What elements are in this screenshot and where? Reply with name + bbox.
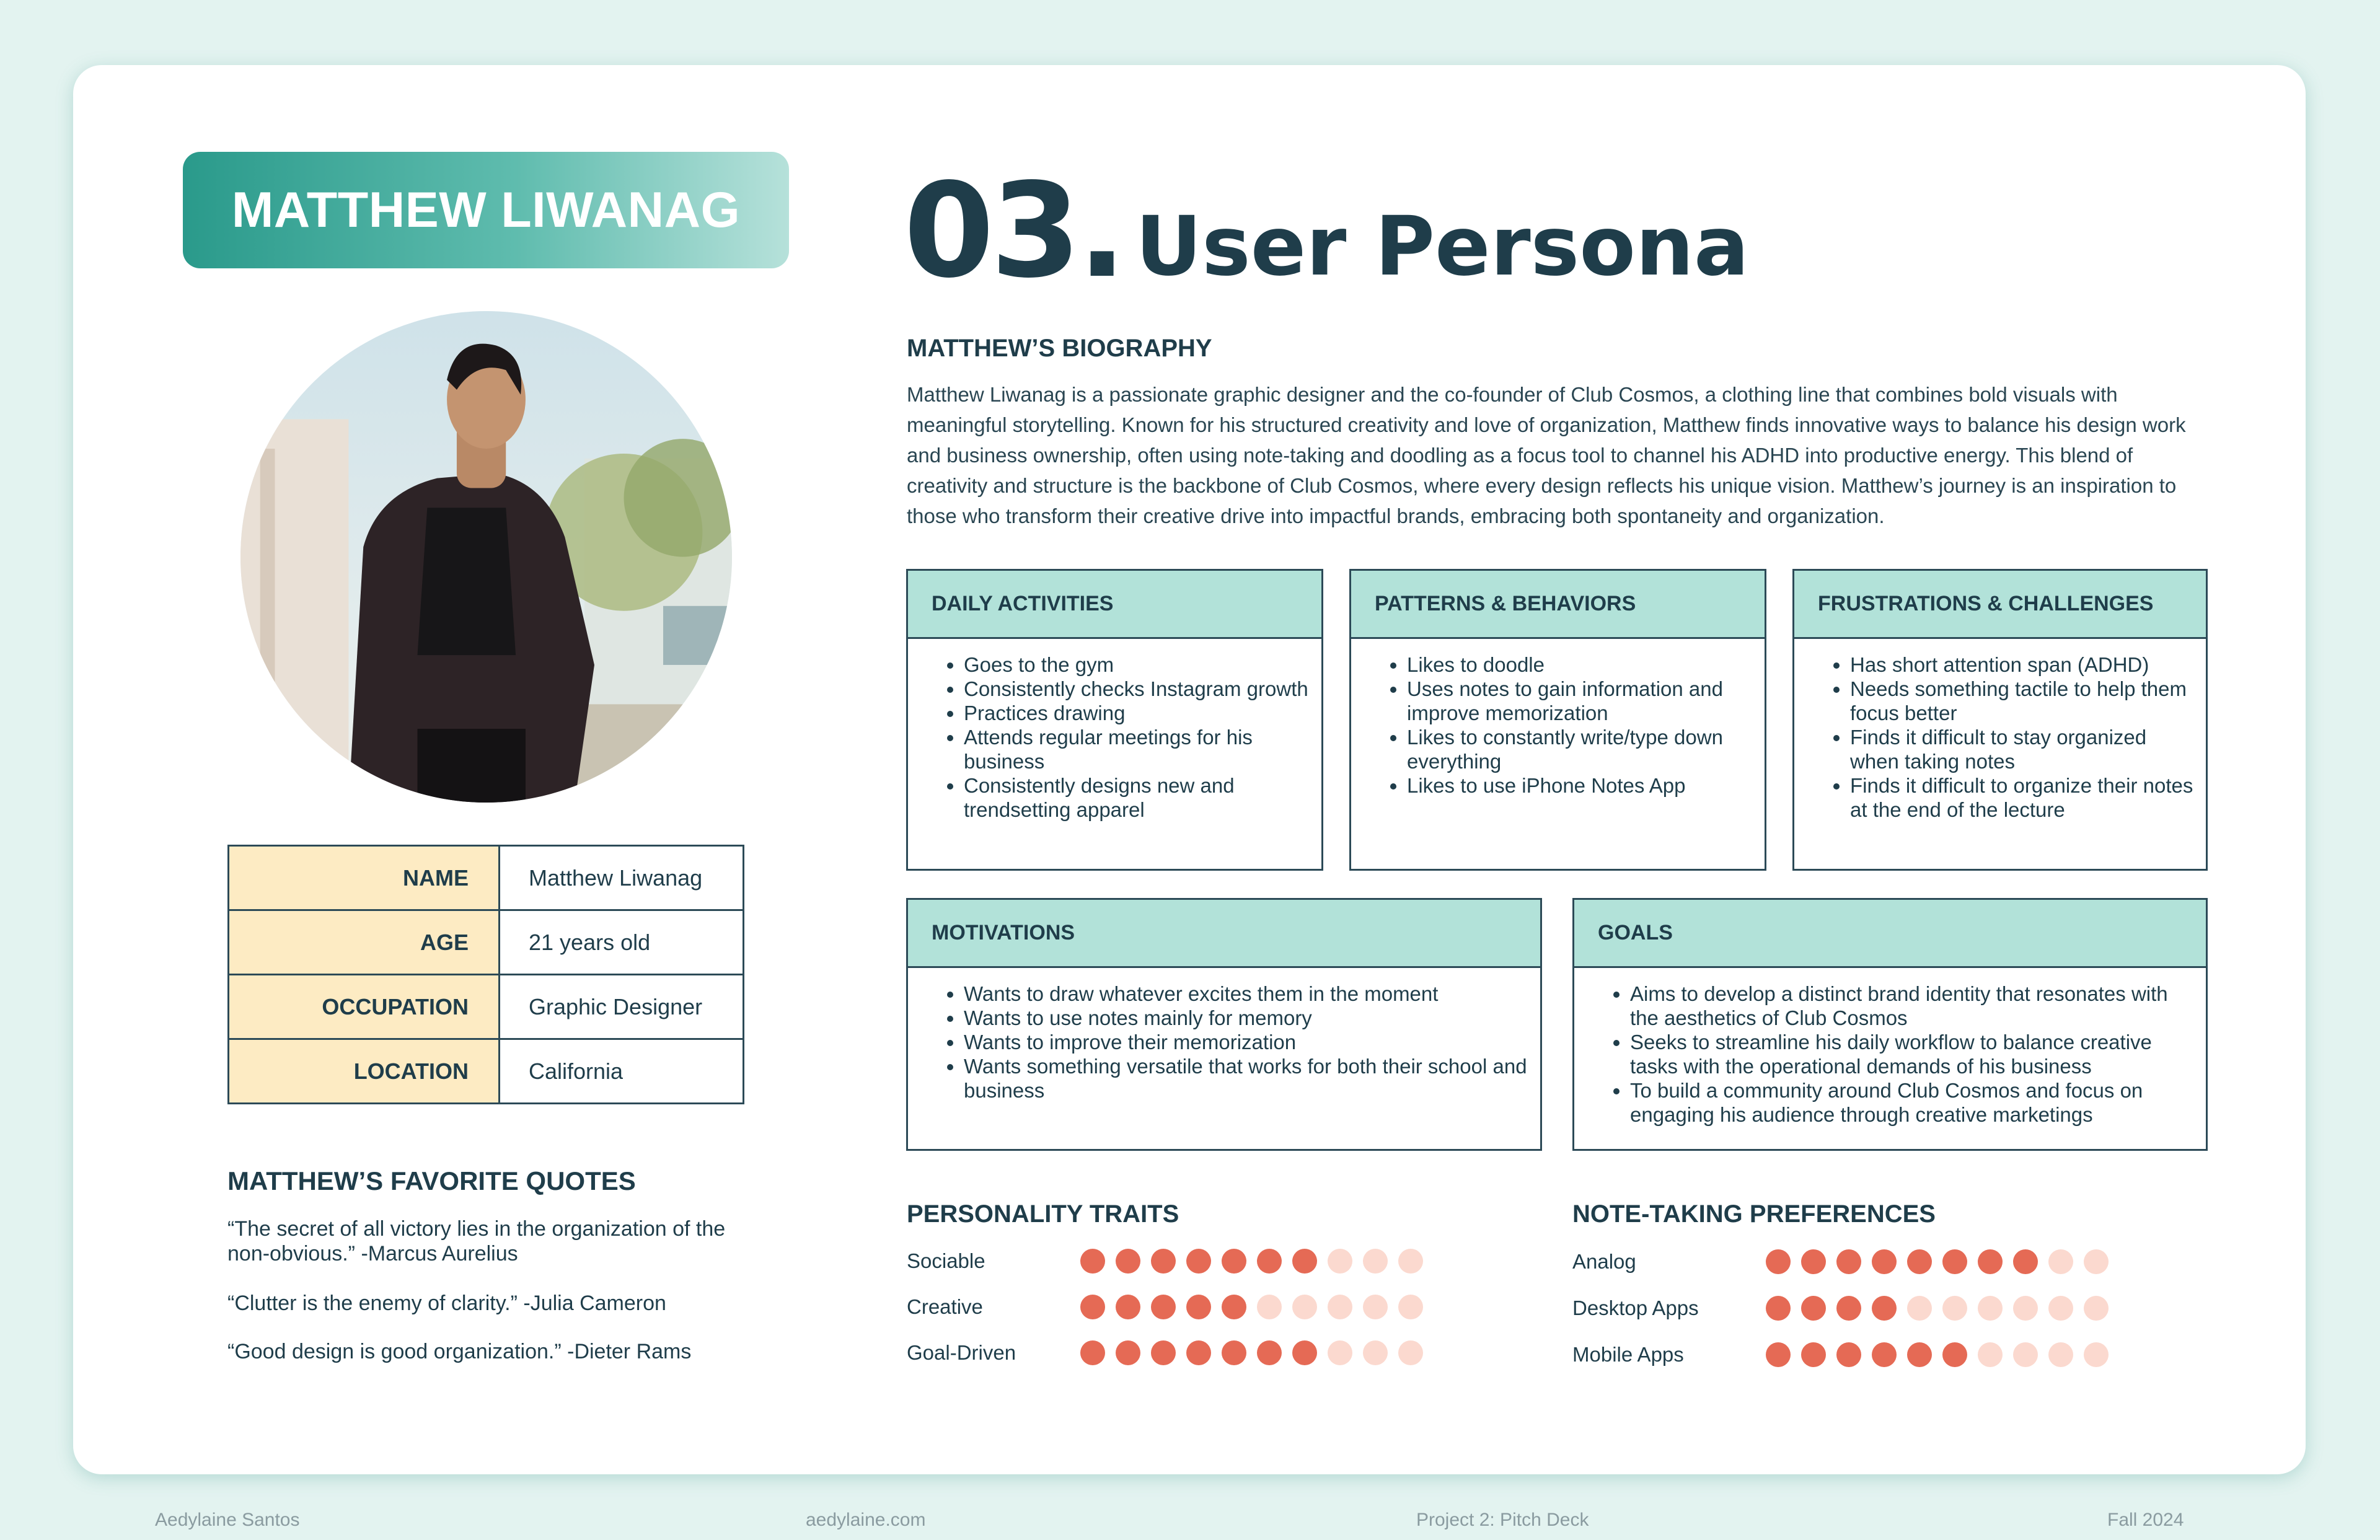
rating-dot-empty bbox=[1363, 1249, 1388, 1274]
rating-dot-empty bbox=[2084, 1296, 2109, 1321]
list-item: • Consistently checks Instagram growth bbox=[964, 677, 1309, 701]
rating-dot-empty bbox=[2013, 1296, 2038, 1321]
rating-dot-empty bbox=[1942, 1296, 1967, 1321]
rating-dots bbox=[1766, 1249, 2109, 1274]
box-header: FRUSTRATIONS & CHALLENGES bbox=[1794, 571, 2206, 639]
list-item: • Wants to improve their memorization bbox=[964, 1030, 1528, 1054]
note-taking-preferences-title: NOTE-TAKING PREFERENCES bbox=[1572, 1200, 1936, 1228]
rating-dot-empty bbox=[2084, 1342, 2109, 1367]
rating-dot-empty bbox=[1978, 1342, 2003, 1367]
rating-dot-empty bbox=[2048, 1249, 2073, 1274]
detail-value: Matthew Liwanag bbox=[500, 846, 744, 910]
quotes-title: MATTHEW’S FAVORITE QUOTES bbox=[227, 1166, 636, 1195]
rating-dot-empty bbox=[1328, 1249, 1352, 1274]
rating-dot-empty bbox=[2013, 1342, 2038, 1367]
rating-dot-filled bbox=[1151, 1340, 1176, 1365]
biography-text: Matthew Liwanag is a passionate graphic designer and the co-founder of Club Cosmos, a clothing line that combines bold visuals with meaningful storytelling. Known for his structured creativity and love of organization, Matthew finds innovative ways to balance his design work and business ownership, often using note-taking and doodling as a focus tool to channel his ADHD into productive energy. This blend of creativity and structure is the backbone of Club Cosmos, where every design reflects his unique vision. Matthew’s journey is an inspiration to those who transform their creative drive into impactful brands, embracing both spontaneity and organization. bbox=[907, 383, 2186, 527]
detail-label: OCCUPATION bbox=[229, 975, 500, 1039]
rating-dot-empty bbox=[2048, 1342, 2073, 1367]
list-item: • Practices drawing bbox=[964, 701, 1309, 725]
detail-label: NAME bbox=[229, 846, 500, 910]
detail-label: LOCATION bbox=[229, 1039, 500, 1104]
rating-label: Goal-Driven bbox=[907, 1341, 1016, 1364]
rating-dot-filled bbox=[1080, 1340, 1105, 1365]
biography-title: MATTHEW’S BIOGRAPHY bbox=[907, 335, 1212, 362]
list-item: • Likes to doodle bbox=[1407, 653, 1752, 677]
goals-box bbox=[1572, 898, 2208, 1151]
rating-row bbox=[1572, 1342, 2109, 1367]
rating-dot-filled bbox=[1801, 1249, 1826, 1274]
motivations-box bbox=[906, 898, 1542, 1151]
rating-label: Creative bbox=[907, 1295, 983, 1318]
rating-dot-filled bbox=[1872, 1342, 1897, 1367]
list-item: • Finds it difficult to stay organized when taking notes bbox=[1850, 725, 2193, 773]
rating-dot-filled bbox=[1766, 1249, 1791, 1274]
rating-dot-filled bbox=[1836, 1249, 1861, 1274]
rating-dot-filled bbox=[1116, 1340, 1140, 1365]
list-item: • Wants to draw whatever excites them in the moment bbox=[964, 982, 1528, 1006]
list-item: • Goes to the gym bbox=[964, 653, 1309, 677]
rating-dot-filled bbox=[1766, 1342, 1791, 1367]
rating-dot-filled bbox=[1766, 1296, 1791, 1321]
rating-dot-filled bbox=[1836, 1296, 1861, 1321]
rating-dot-empty bbox=[2048, 1296, 2073, 1321]
table-row bbox=[229, 846, 744, 910]
rating-dots bbox=[1080, 1249, 1423, 1274]
rating-dot-filled bbox=[1801, 1296, 1826, 1321]
box-header: MOTIVATIONS bbox=[908, 900, 1540, 968]
rating-dot-filled bbox=[1872, 1296, 1897, 1321]
rating-row bbox=[907, 1340, 1423, 1365]
rating-dot-empty bbox=[1398, 1249, 1423, 1274]
personality-traits-title: PERSONALITY TRAITS bbox=[907, 1200, 1179, 1228]
footer-project: Project 2: Pitch Deck bbox=[1416, 1510, 1589, 1530]
section-number: 03. bbox=[904, 155, 1124, 307]
rating-dot-filled bbox=[1978, 1249, 2003, 1274]
rating-row bbox=[1572, 1249, 2109, 1274]
daily-activities-list bbox=[908, 639, 1321, 822]
footer-author: Aedylaine Santos bbox=[155, 1510, 300, 1530]
rating-dots bbox=[1080, 1295, 1423, 1319]
rating-dot-filled bbox=[1151, 1249, 1176, 1274]
rating-dot-filled bbox=[1942, 1342, 1967, 1367]
quote-item: “Clutter is the enemy of clarity.” -Julia Cameron bbox=[227, 1291, 666, 1315]
list-item: • Consistently designs new and trendsetting apparel bbox=[964, 773, 1309, 822]
footer-website: aedylaine.com bbox=[806, 1510, 926, 1530]
goals-list bbox=[1574, 968, 2206, 1127]
persona-details-table bbox=[227, 845, 744, 1104]
rating-label: Mobile Apps bbox=[1572, 1343, 1684, 1366]
rating-label: Sociable bbox=[907, 1249, 985, 1272]
box-header: GOALS bbox=[1574, 900, 2206, 968]
rating-dot-empty bbox=[1292, 1295, 1317, 1319]
rating-label: Desktop Apps bbox=[1572, 1296, 1699, 1319]
rating-dot-empty bbox=[1398, 1295, 1423, 1319]
box-header: DAILY ACTIVITIES bbox=[908, 571, 1321, 639]
patterns-behaviors-box bbox=[1349, 569, 1766, 871]
rating-dot-filled bbox=[1292, 1340, 1317, 1365]
detail-label: AGE bbox=[229, 910, 500, 975]
rating-dot-empty bbox=[1363, 1340, 1388, 1365]
rating-dot-filled bbox=[1222, 1249, 1246, 1274]
profile-photo bbox=[240, 311, 732, 803]
rating-dot-empty bbox=[1363, 1295, 1388, 1319]
rating-dot-empty bbox=[2084, 1249, 2109, 1274]
rating-dot-filled bbox=[1907, 1249, 1932, 1274]
rating-dot-filled bbox=[1222, 1340, 1246, 1365]
table-row bbox=[229, 1039, 744, 1104]
rating-row bbox=[907, 1295, 1423, 1319]
rating-dots bbox=[1766, 1296, 2109, 1321]
frustrations-challenges-box bbox=[1792, 569, 2208, 871]
list-item: • Finds it difficult to organize their notes at the end of the lecture bbox=[1850, 773, 2193, 822]
rating-dot-filled bbox=[1907, 1342, 1932, 1367]
rating-row bbox=[907, 1249, 1423, 1274]
rating-dots bbox=[1766, 1342, 2109, 1367]
table-row bbox=[229, 975, 744, 1039]
rating-dot-filled bbox=[1186, 1249, 1211, 1274]
rating-dot-filled bbox=[1836, 1342, 1861, 1367]
table-row bbox=[229, 910, 744, 975]
rating-dot-filled bbox=[1222, 1295, 1246, 1319]
rating-dot-empty bbox=[1257, 1295, 1282, 1319]
rating-dot-filled bbox=[1080, 1295, 1105, 1319]
rating-dot-filled bbox=[1257, 1340, 1282, 1365]
list-item: • Has short attention span (ADHD) bbox=[1850, 653, 2193, 677]
motivations-list bbox=[908, 968, 1540, 1102]
detail-value: 21 years old bbox=[500, 910, 744, 975]
rating-dot-filled bbox=[1186, 1295, 1211, 1319]
list-item: • Seeks to streamline his daily workflow to balance creative tasks with the operational demands of his business bbox=[1630, 1030, 2193, 1078]
rating-dot-empty bbox=[1328, 1295, 1352, 1319]
daily-activities-box bbox=[906, 569, 1323, 871]
rating-dot-filled bbox=[1080, 1249, 1105, 1274]
list-item: • Attends regular meetings for his business bbox=[964, 725, 1309, 773]
rating-dot-empty bbox=[1328, 1340, 1352, 1365]
rating-dot-empty bbox=[1978, 1296, 2003, 1321]
rating-label: Analog bbox=[1572, 1250, 1636, 1273]
name-banner: MATTHEW LIWANAG bbox=[183, 152, 789, 268]
box-header: PATTERNS & BEHAVIORS bbox=[1351, 571, 1765, 639]
frustrations-list bbox=[1794, 639, 2206, 822]
rating-dot-filled bbox=[1292, 1249, 1317, 1274]
detail-value: Graphic Designer bbox=[500, 975, 744, 1039]
list-item: • Wants to use notes mainly for memory bbox=[964, 1006, 1528, 1030]
list-item: • Wants something versatile that works for both their school and business bbox=[964, 1054, 1528, 1102]
list-item: • Aims to develop a distinct brand identity that resonates with the aesthetics of Club Cosmos bbox=[1630, 982, 2193, 1030]
list-item: • Likes to constantly write/type down everything bbox=[1407, 725, 1752, 773]
rating-dot-filled bbox=[1942, 1249, 1967, 1274]
rating-dot-filled bbox=[1116, 1295, 1140, 1319]
patterns-behaviors-list bbox=[1351, 639, 1765, 798]
rating-dot-filled bbox=[2013, 1249, 2038, 1274]
page-title: User Persona bbox=[1135, 199, 1749, 294]
quote-item: “Good design is good organization.” -Dieter Rams bbox=[227, 1340, 692, 1363]
list-item: • To build a community around Club Cosmos and focus on engaging his audience through creative marketings bbox=[1630, 1078, 2193, 1127]
rating-dot-filled bbox=[1151, 1295, 1176, 1319]
rating-dot-filled bbox=[1116, 1249, 1140, 1274]
rating-dots bbox=[1080, 1340, 1423, 1365]
footer-term: Fall 2024 bbox=[2107, 1510, 2184, 1530]
rating-dot-filled bbox=[1186, 1340, 1211, 1365]
rating-dot-empty bbox=[1907, 1296, 1932, 1321]
quote-item: “The secret of all victory lies in the organization of the non-obvious.” -Marcus Aurelius bbox=[227, 1217, 726, 1265]
rating-dot-filled bbox=[1872, 1249, 1897, 1274]
list-item: • Needs something tactile to help them focus better bbox=[1850, 677, 2193, 725]
list-item: • Likes to use iPhone Notes App bbox=[1407, 773, 1752, 798]
list-item: • Uses notes to gain information and improve memorization bbox=[1407, 677, 1752, 725]
rating-row bbox=[1572, 1296, 2109, 1321]
rating-dot-filled bbox=[1257, 1249, 1282, 1274]
detail-value: California bbox=[500, 1039, 744, 1104]
rating-dot-filled bbox=[1801, 1342, 1826, 1367]
rating-dot-empty bbox=[1398, 1340, 1423, 1365]
